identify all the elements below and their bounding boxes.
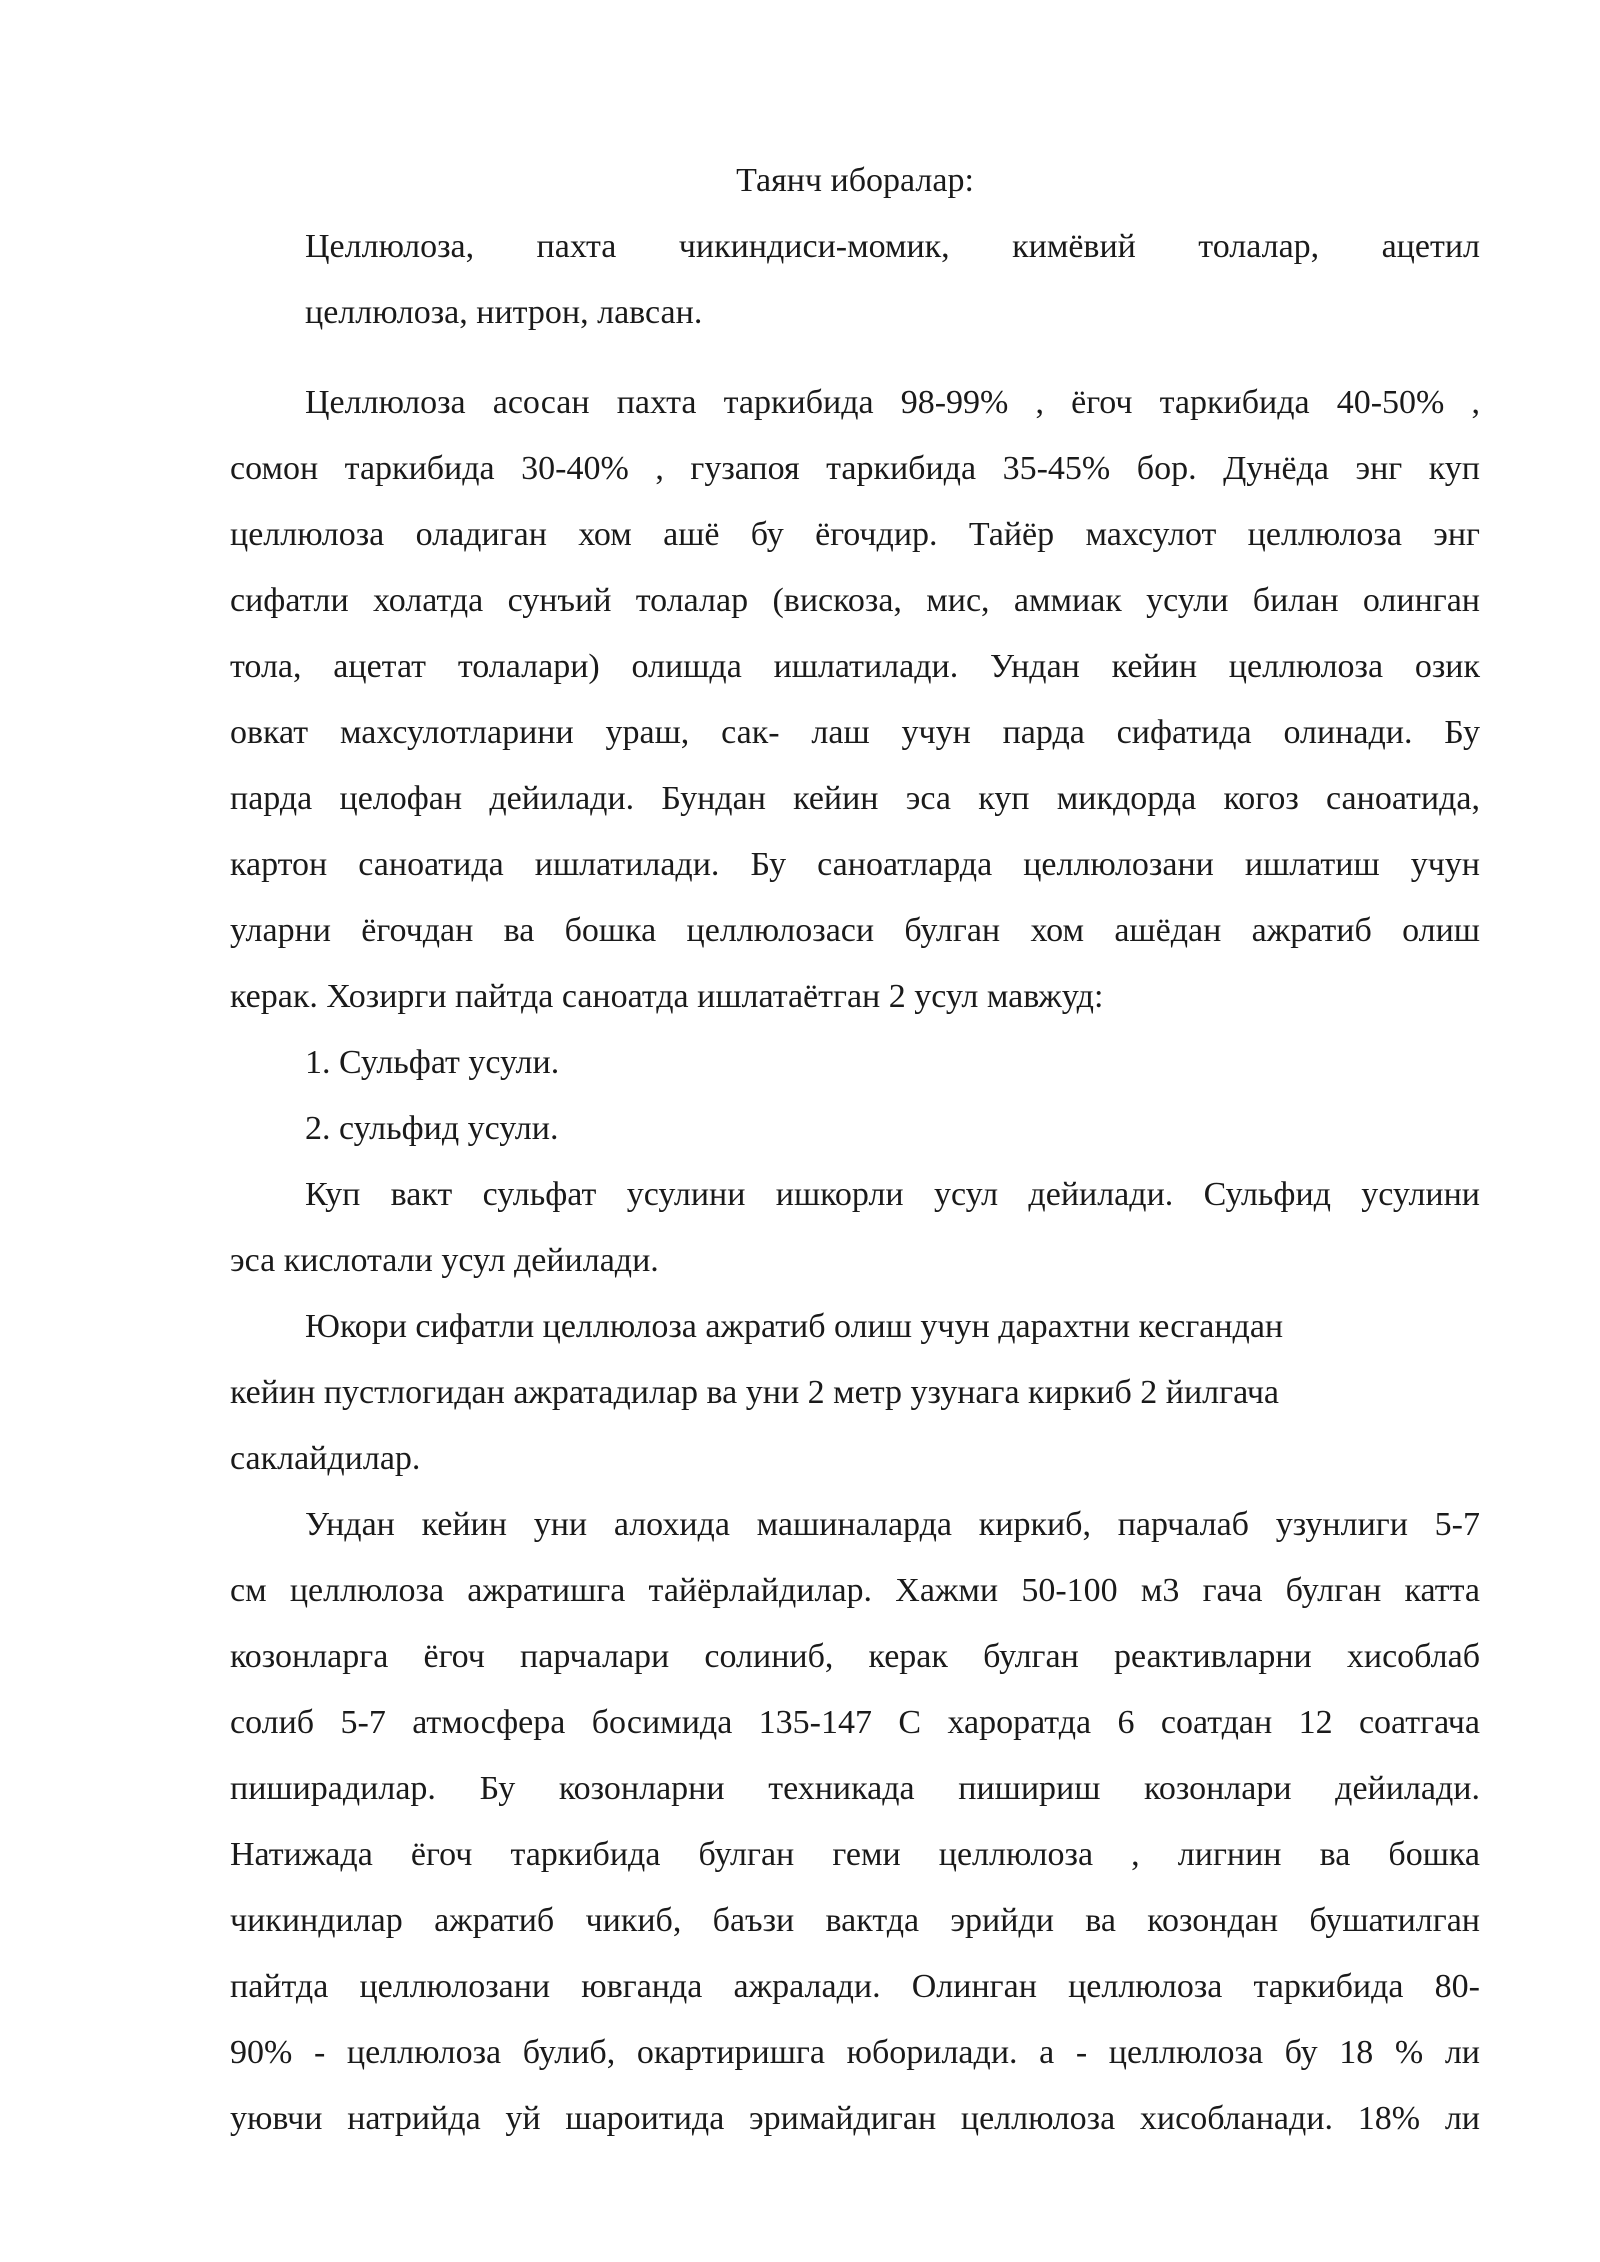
paragraph-4-line: солиб 5-7 атмосфера босимида 135-147 С хароратда 6 соатдан 12 соатгача bbox=[230, 1704, 1480, 1741]
paragraph-1-line: Целлюлоза асосан пахта таркибида 98-99% , ёгоч таркибида 40-50% , bbox=[305, 384, 1480, 421]
method-list bbox=[230, 1030, 1480, 1162]
paragraph-1-line: сомон таркибида 30-40% , гузапоя таркибида 35-45% бор. Дунёда энг куп bbox=[230, 450, 1480, 487]
paragraph-2 bbox=[230, 1162, 1480, 1294]
paragraph-1-line: парда целофан дейилади. Бундан кейин эса куп микдорда когоз саноатида, bbox=[230, 780, 1480, 817]
paragraph-4-line: уювчи натрийда уй шароитида эримайдиган целлюлоза хисобланади. 18% ли bbox=[230, 2100, 1480, 2137]
paragraph-4-line: см целлюлоза ажратишга тайёрлайдилар. Хажми 50-100 м3 гача булган катта bbox=[230, 1572, 1480, 1609]
paragraph-3 bbox=[230, 1294, 1480, 1492]
list-item: 2. сульфид усули. bbox=[305, 1110, 559, 1147]
section-heading: Таянч иборалар: bbox=[736, 162, 974, 199]
keywords-line-2: целлюлоза, нитрон, лавсан. bbox=[305, 294, 703, 331]
keywords-line-1: Целлюлоза, пахта чикиндиси-момик, кимёвий толалар, ацетил bbox=[305, 228, 1480, 265]
paragraph-2-line: эса кислотали усул дейилади. bbox=[230, 1242, 659, 1279]
paragraph-4-line: чикиндилар ажратиб чикиб, баъзи вактда эрийди ва козондан бушатилган bbox=[230, 1902, 1480, 1939]
document-page bbox=[230, 148, 1480, 2152]
paragraph-3-line: Юкори сифатли целлюлоза ажратиб олиш учун дарахтни кесгандан bbox=[305, 1308, 1284, 1345]
paragraph-4 bbox=[230, 1492, 1480, 2152]
paragraph-1-line: уларни ёгочдан ва бошка целлюлозаси булган хом ашёдан ажратиб олиш bbox=[230, 912, 1480, 949]
paragraph-1-line: сифатли холатда сунъий толалар (вискоза, мис, аммиак усули билан олинган bbox=[230, 582, 1480, 619]
list-item: 1. Сульфат усули. bbox=[305, 1044, 560, 1081]
paragraph-4-line: пайтда целлюлозани ювганда ажралади. Олинган целлюлоза таркибида 80- bbox=[230, 1968, 1480, 2005]
paragraph-1-line: картон саноатида ишлатилади. Бу саноатларда целлюлозани ишлатиш учун bbox=[230, 846, 1480, 883]
paragraph-4-line: 90% - целлюлоза булиб, окартиришга юборилади. а - целлюлоза бу 18 % ли bbox=[230, 2034, 1480, 2071]
paragraph-3-line: саклайдилар. bbox=[230, 1440, 421, 1477]
paragraph-4-line: козонларга ёгоч парчалари солиниб, керак булган реактивларни хисоблаб bbox=[230, 1638, 1480, 1675]
paragraph-4-line: Натижада ёгоч таркибида булган геми целлюлоза , лигнин ва бошка bbox=[230, 1836, 1480, 1873]
paragraph-3-line: кейин пустлогидан ажратадилар ва уни 2 метр узунага киркиб 2 йилгача bbox=[230, 1374, 1280, 1411]
paragraph-1-line: керак. Хозирги пайтда саноатда ишлатаётган 2 усул мавжуд: bbox=[230, 978, 1104, 1015]
paragraph-1 bbox=[230, 370, 1480, 1030]
paragraph-1-line: целлюлоза оладиган хом ашё бу ёгочдир. Тайёр махсулот целлюлоза энг bbox=[230, 516, 1480, 553]
paragraph-2-line: Куп вакт сульфат усулини ишкорли усул дейилади. Сульфид усулини bbox=[305, 1176, 1480, 1213]
paragraph-4-line: Ундан кейин уни алохида машиналарда киркиб, парчалаб узунлиги 5-7 bbox=[305, 1506, 1480, 1543]
paragraph-1-line: овкат махсулотларини ураш, сак- лаш учун парда сифатида олинади. Бу bbox=[230, 714, 1480, 751]
keywords-block bbox=[230, 214, 1480, 346]
paragraph-1-line: тола, ацетат толалари) олишда ишлатилади. Ундан кейин целлюлоза озик bbox=[230, 648, 1480, 685]
paragraph-4-line: пиширадилар. Бу козонларни техникада пишириш козонлари дейилади. bbox=[230, 1770, 1480, 1807]
